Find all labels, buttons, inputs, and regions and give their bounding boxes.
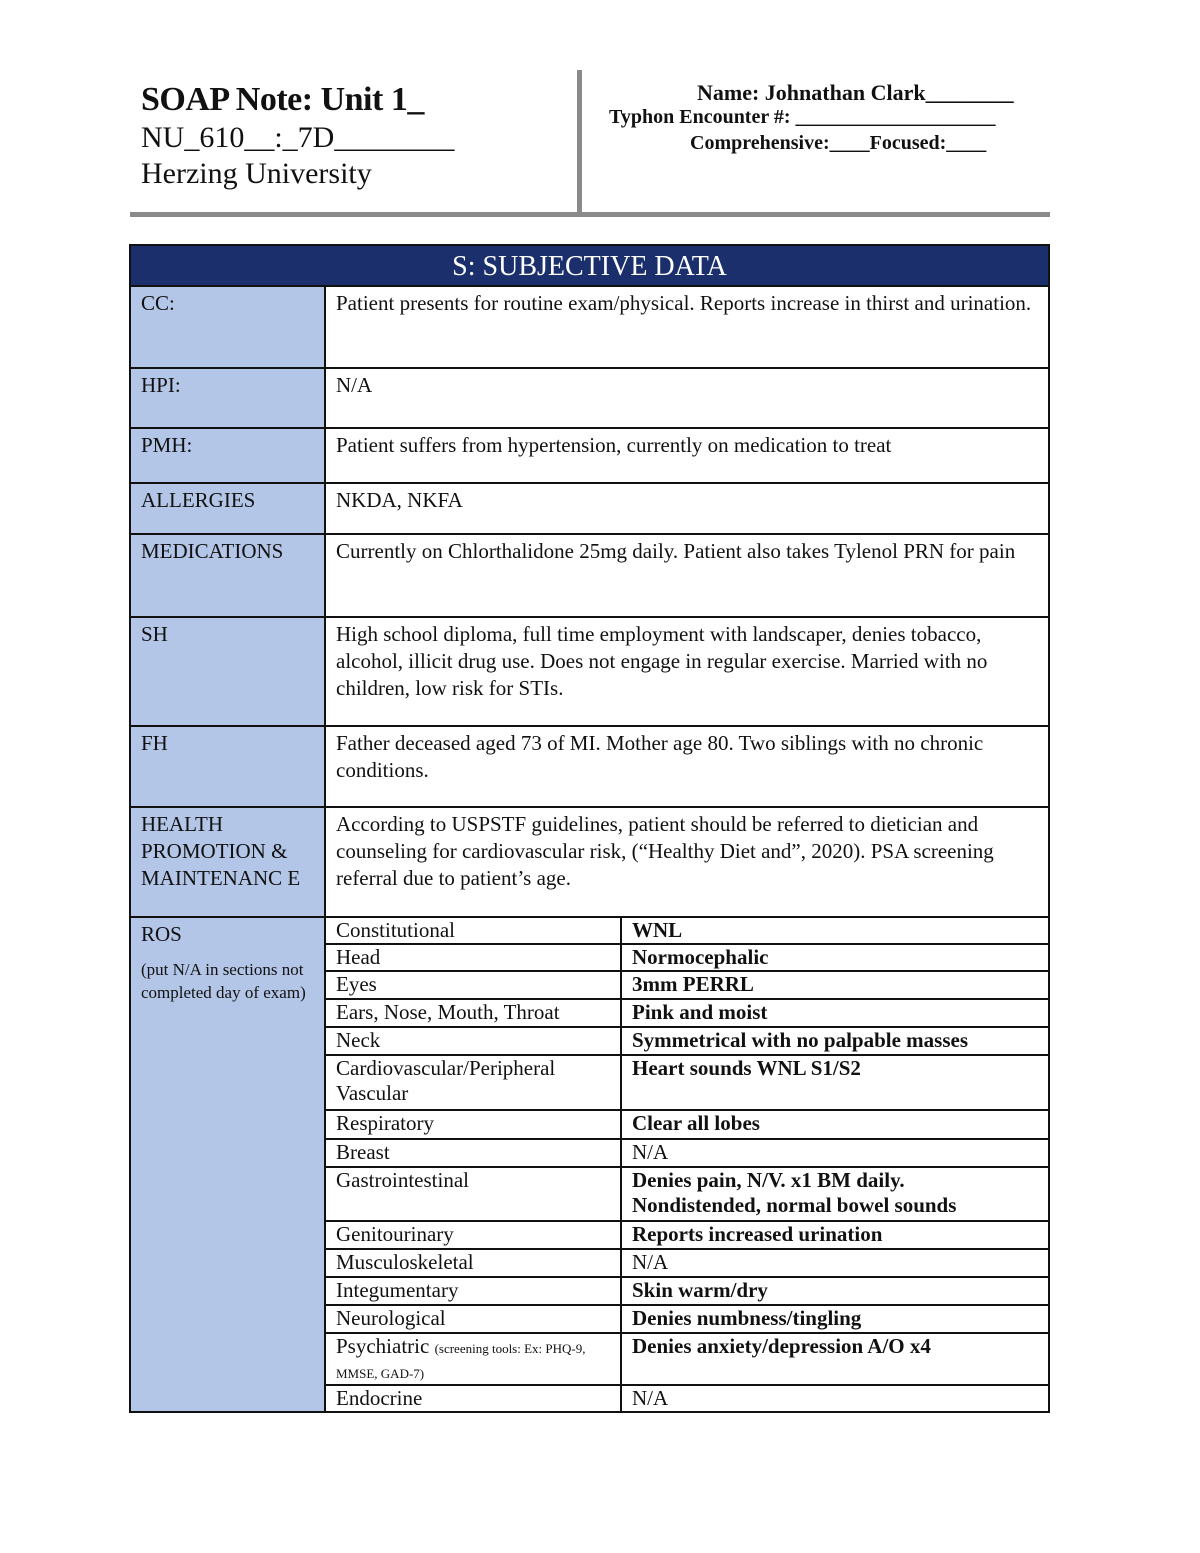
ros-finding: N/A	[621, 1249, 1049, 1277]
row-value: Currently on Chlorthalidone 25mg daily. Patient also takes Tylenol PRN for pain	[325, 534, 1049, 617]
row-value: Patient presents for routine exam/physical. Reports increase in thirst and urination.	[325, 286, 1049, 368]
header-vertical-divider	[577, 70, 582, 214]
row-cc	[130, 286, 1049, 368]
ros-system: Respiratory	[325, 1110, 621, 1139]
ros-finding: Denies anxiety/depression A/O x4	[621, 1333, 1049, 1385]
typhon-encounter: Typhon Encounter #: ____________________	[609, 106, 996, 128]
row-pmh	[130, 428, 1049, 483]
ros-label: ROS	[141, 922, 182, 946]
row-label: MEDICATIONS	[130, 534, 325, 617]
header-horizontal-divider	[130, 212, 1050, 217]
row-label: FH	[130, 726, 325, 807]
ros-system: Integumentary	[325, 1277, 621, 1305]
row-hpi	[130, 368, 1049, 428]
subjective-table	[129, 244, 1050, 1413]
row-label: CC:	[130, 286, 325, 368]
ros-system: Breast	[325, 1139, 621, 1167]
ros-finding: Denies pain, N/V. x1 BM daily. Nondistended, normal bowel sounds	[621, 1167, 1049, 1221]
ros-finding: 3mm PERRL	[621, 971, 1049, 999]
row-value: Patient suffers from hypertension, currently on medication to treat	[325, 428, 1049, 483]
row-value: According to USPSTF guidelines, patient should be referred to dietician and counseling for cardiovascular risk, (“Healthy Diet and”, 2020). PSA screening referral due to patient’s age.	[325, 807, 1049, 917]
ros-finding: Pink and moist	[621, 999, 1049, 1027]
student-name: Name: Johnathan Clark________	[697, 80, 1014, 105]
ros-system: Cardiovascular/Peripheral Vascular	[325, 1055, 621, 1110]
ros-finding: WNL	[621, 917, 1049, 944]
ros-system: Eyes	[325, 971, 621, 999]
ros-system-cell	[325, 1333, 621, 1385]
ros-label-cell	[130, 917, 325, 1412]
ros-system: Neurological	[325, 1305, 621, 1333]
row-medications	[130, 534, 1049, 617]
ros-finding: Heart sounds WNL S1/S2	[621, 1055, 1049, 1110]
ros-system: Musculoskeletal	[325, 1249, 621, 1277]
ros-finding: Clear all lobes	[621, 1110, 1049, 1139]
row-fh	[130, 726, 1049, 807]
row-label: HPI:	[130, 368, 325, 428]
ros-finding: Reports increased urination	[621, 1221, 1049, 1249]
row-label: PMH:	[130, 428, 325, 483]
ros-system: Neck	[325, 1027, 621, 1055]
row-value: N/A	[325, 368, 1049, 428]
ros-finding: N/A	[621, 1139, 1049, 1167]
row-label: HEALTH PROMOTION & MAINTENANC E	[130, 807, 325, 917]
row-label: ALLERGIES	[130, 483, 325, 534]
ros-finding: N/A	[621, 1385, 1049, 1412]
row-value: NKDA, NKFA	[325, 483, 1049, 534]
header-left	[141, 80, 454, 192]
ros-row	[130, 917, 1049, 944]
row-label: SH	[130, 617, 325, 726]
ros-finding: Symmetrical with no palpable masses	[621, 1027, 1049, 1055]
section-banner: S: SUBJECTIVE DATA	[130, 245, 1049, 286]
row-value: High school diploma, full time employment with landscaper, denies tobacco, alcohol, illicit drug use. Does not engage in regular exercise. Married with no children, low risk for STIs.	[325, 617, 1049, 726]
ros-system: Constitutional	[325, 917, 621, 944]
ros-system: Psychiatric	[336, 1334, 430, 1358]
ros-finding: Skin warm/dry	[621, 1277, 1049, 1305]
section-banner-row	[130, 245, 1049, 286]
row-value: Father deceased aged 73 of MI. Mother age 80. Two siblings with no chronic conditions.	[325, 726, 1049, 807]
ros-system: Endocrine	[325, 1385, 621, 1412]
row-sh	[130, 617, 1049, 726]
ros-system-note: (screening tools: Ex: PHQ-9, MMSE, GAD-7)	[336, 1341, 586, 1381]
ros-finding: Denies numbness/tingling	[621, 1305, 1049, 1333]
course-code: NU_610__:_7D________	[141, 121, 455, 154]
ros-system: Head	[325, 944, 621, 971]
row-allergies	[130, 483, 1049, 534]
ros-system: Gastrointestinal	[325, 1167, 621, 1221]
ros-system: Ears, Nose, Mouth, Throat	[325, 999, 621, 1027]
school-name: Herzing University	[141, 157, 372, 190]
page-title: SOAP Note: Unit 1_	[141, 81, 424, 118]
ros-system: Genitourinary	[325, 1221, 621, 1249]
ros-note: (put N/A in sections not completed day of exam)	[141, 960, 306, 1002]
exam-type-line: Comprehensive:____Focused:____	[690, 132, 987, 154]
ros-finding: Normocephalic	[621, 944, 1049, 971]
row-health-promotion	[130, 807, 1049, 917]
